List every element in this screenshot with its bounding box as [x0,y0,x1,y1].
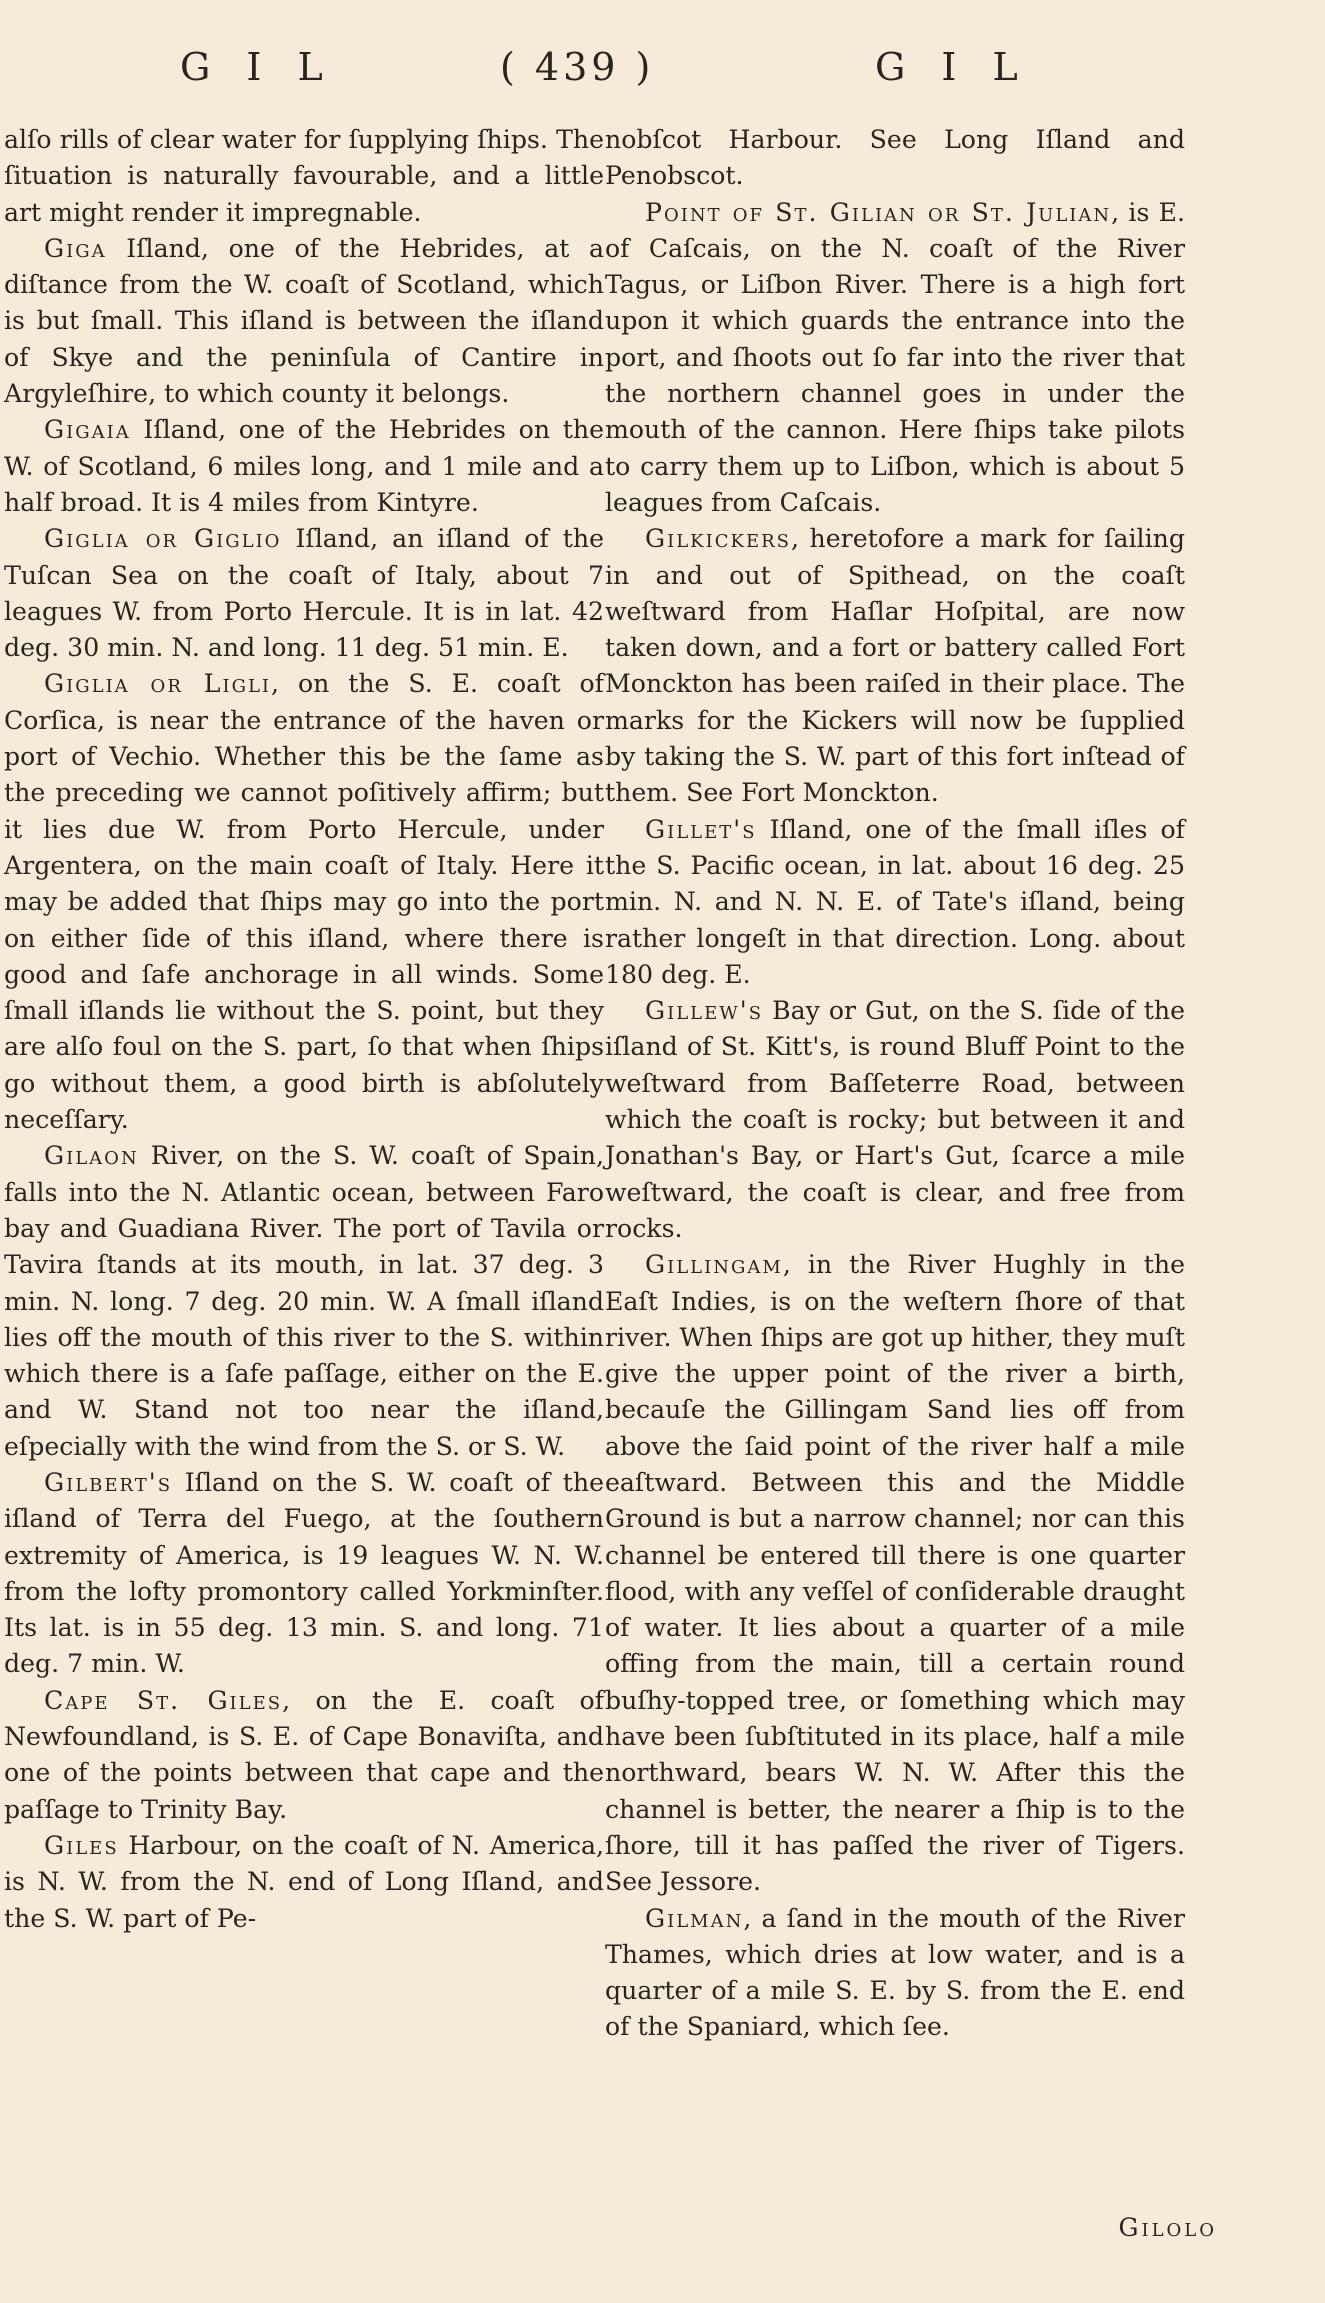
entry: Giglia or Giglio Iſland, an iſland of the Tuſcan Sea on the coaſt of Italy, about 7 leagues W. from Porto Hercule. It is in lat. 42 deg. 30 min. N. and long. 11 deg. 51 min. E. [4,524,604,663]
page-number: ( 439 ) [500,45,655,89]
headword: Giga [44,233,107,263]
headword: Cape St. Giles [44,1685,283,1715]
entry: Gilkickers, heretofore a mark for ſailing in and out of Spithead, on the coaſt weſtward from Haſlar Hoſpital, are now taken down, and a fort or battery called Fort Monckton has been raiſed in their place. The marks for the Kickers will now be ſupplied by taking the S. W. part of this fort inſtead of them. See Fort Monckton. [605,524,1185,808]
entry: alſo rills of clear water for ſupplying ſhips. The ſituation is naturally favourable, and a little art might render it impregnable. [4,125,604,227]
headword: Gilkickers [645,524,791,554]
entry: Gillingam, in the River Hughly in the Eaſt Indies, is on the weſtern ſhore of that river. When ſhips are got up hither, they muſt give the upper point of the river a birth, becauſe the Gillingam Sand lies off from above the ſaid point of the river half a mile eaſtward. Between this and the Middle Ground is but a narrow channel; nor can this channel be entered till there is one quarter flood, with any veſſel of conſiderable draught of water. It lies about a quarter of a mile offing from the main, till a certain round buſhy-topped tree, or ſomething which may have been ſubſtituted in its place, half a mile northward, bears W. N. W. After this the channel is better, the nearer a ſhip is to the ſhore, till it has paſſed the river of Tigers. See Jessore. [605,1250,1185,1897]
running-header [0,45,1325,95]
entry: Gigaia Iſland, one of the Hebrides on the W. of Scotland, 6 miles long, and 1 mile and a half broad. It is 4 miles from Kintyre. [4,415,604,517]
header-right: G I L [875,45,1030,89]
headword: Gilman [645,1903,744,1933]
headword: Gilbert's [44,1467,173,1497]
right-column [605,122,1185,2046]
headword: Giglia or Giglio [44,524,282,554]
entry: Point of St. Gilian or St. Julian, is E. of Caſcais, on the N. coaſt of the River Tagus, or Liſbon River. There is a high fort upon it which guards the entrance into the port, and ſhoots out ſo far into the river that the northern channel goes in under the mouth of the cannon. Here ſhips take pilots to carry them up to Liſbon, which is about 5 leagues from Caſcais. [605,197,1185,517]
header-left: G I L [180,45,335,89]
text-columns [0,122,1325,2242]
headword: Giles [44,1830,119,1860]
entry: Gilbert's Iſland on the S. W. coaſt of the iſland of Terra del Fuego, at the ſouthern extremity of America, is 19 leagues W. N. W. from the lofty promontory called Yorkminſter. Its lat. is in 55 deg. 13 min. S. and long. 71 deg. 7 min. W. [4,1467,604,1679]
headword: Gillingam [645,1250,783,1280]
headword: Point of St. Gilian or St. Julian [645,197,1112,227]
headword: Giglia or Ligli [44,669,272,699]
entry: Giles Harbour, on the coaſt of N. America, is N. W. from the N. end of Long Iſland, and the S. W. part of Pe- [4,1830,604,1933]
catchword: Gilolo [1118,2213,1217,2242]
entry: Cape St. Giles, on the E. coaſt of Newfoundland, is S. E. of Cape Bonaviſta, and one of the points between that cape and the paſſage to Trinity Bay. [4,1685,604,1824]
entry: Gillet's Iſland, one of the ſmall iſles of the S. Pacific ocean, in lat. about 16 deg. 25 min. N. and N. N. E. of Tate's iſland, being rather longeſt in that direction. Long. about 180 deg. E. [605,814,1185,989]
headword: Gilaon [44,1141,139,1171]
entry: Giglia or Ligli, on the S. E. coaſt of Corſica, is near the entrance of the haven or port of Vechio. Whether this be the ſame as the preceding we cannot poſitively affirm; but it lies due W. from Porto Hercule, under Argentera, on the main coaſt of Italy. Here it may be added that ſhips may go into the port on either ſide of this iſland, where there is good and ſafe anchorage in all winds. Some ſmall iſlands lie without the S. point, but they are alſo foul on the S. part, ſo that when ſhips go without them, a good birth is abſolutely neceſſary. [4,669,604,1135]
left-column [4,122,604,1937]
headword: Gigaia [44,415,131,445]
entry: Giga Iſland, one of the Hebrides, at a diſtance from the W. coaſt of Scotland, which is but ſmall. This iſland is between the iſland of Skye and the peninſula of Cantire in Argyleſhire, to which county it belongs. [4,233,604,409]
entry: nobſcot Harbour. See Long Iſland and Penobscot. [605,125,1185,191]
entry: Gillew's Bay or Gut, on the S. ſide of the iſland of St. Kitt's, is round Bluff Point to the weſtward from Baſſeterre Road, between which the coaſt is rocky; but between it and Jonathan's Bay, or Hart's Gut, ſcarce a mile weſtward, the coaſt is clear, and free from rocks. [605,996,1185,1243]
headword: Gillet's [645,814,757,844]
entry: Gilman, a ſand in the mouth of the River Thames, which dries at low water, and is a quarter of a mile S. E. by S. from the E. end of the Spaniard, which ſee. [605,1903,1185,2042]
headword: Gillew's [645,996,764,1026]
entry: Gilaon River, on the S. W. coaſt of Spain, falls into the N. Atlantic ocean, between Faro bay and Guadiana River. The port of Tavila or Tavira ſtands at its mouth, in lat. 37 deg. 3 min. N. long. 7 deg. 20 min. W. A ſmall iſland lies off the mouth of this river to the S. within which there is a ſafe paſſage, either on the E. and W. Stand not too near the iſland, eſpecially with the wind from the S. or S. W. [4,1141,604,1461]
